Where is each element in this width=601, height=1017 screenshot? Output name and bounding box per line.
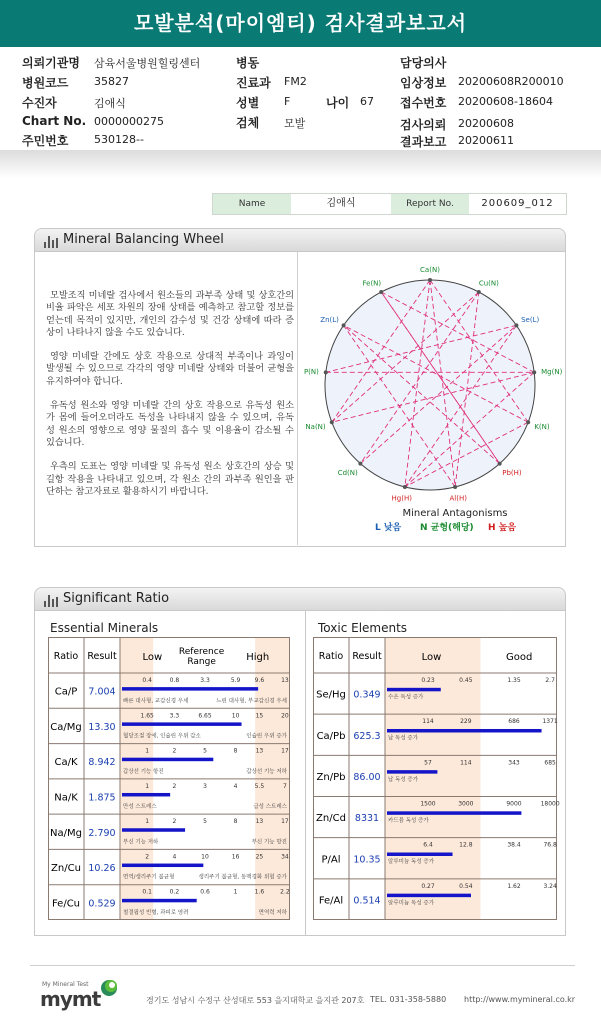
wheel-node-label: Se(L) xyxy=(521,316,540,325)
result-bar xyxy=(387,729,542,733)
wheel-node-label: Pb(H) xyxy=(502,468,522,477)
tick-label: 5 xyxy=(203,818,207,826)
tick-label: 0.8 xyxy=(169,677,180,684)
label-department: 진료과 xyxy=(236,76,271,90)
report-no-value: 200609_012 xyxy=(481,198,554,209)
tick-label: 18000 xyxy=(540,800,560,808)
mbw-heading: Mineral Balancing Wheel xyxy=(63,232,224,247)
reference-header: Reference xyxy=(178,647,225,657)
tick-label: 0.45 xyxy=(459,677,473,684)
wheel-node-label: Zn(L) xyxy=(320,316,339,325)
label-institution: 의뢰기관명 xyxy=(22,56,80,70)
tick-label: 34 xyxy=(281,853,289,861)
wheel-node-dot xyxy=(498,462,502,466)
wheel-node-dot xyxy=(532,370,536,374)
tick-label: 13 xyxy=(281,677,289,684)
ratio-cell: Fe/Cu xyxy=(51,898,81,910)
high-note: 느린 대사형, 부교감신경 우세 xyxy=(216,698,287,705)
low-note: 철결핍성 빈혈, 과피로 염려 xyxy=(123,910,189,916)
tick-label: 4 xyxy=(172,853,177,861)
value-clinical-info: 20200608R200010 xyxy=(458,75,564,88)
tick-label: 38.4 xyxy=(507,841,521,849)
result-bar xyxy=(122,899,197,903)
label-examinee: 수진자 xyxy=(22,96,57,110)
logo-mark-icon xyxy=(100,979,118,997)
high-note: 생리주기 불균형, 동맥경화 위험 증가 xyxy=(198,874,287,881)
result-bar xyxy=(387,852,453,856)
sr-section-header xyxy=(34,587,566,611)
value-sex: F xyxy=(284,95,291,108)
tick-label: 13 xyxy=(255,818,264,826)
low-header: Low xyxy=(421,652,442,663)
wheel-node-label: Na(N) xyxy=(305,423,326,432)
wheel-node-dot xyxy=(324,370,328,374)
wheel-node-label: Mg(N) xyxy=(541,368,563,377)
tick-label: 5.5 xyxy=(254,782,265,790)
result-bar xyxy=(387,811,521,815)
footer-tel: TEL. 031-358-5880 xyxy=(370,995,447,1004)
high-note: 부신 기능 항진 xyxy=(251,839,287,846)
result-cell: 625.3 xyxy=(353,730,381,742)
result-cell: 86.00 xyxy=(353,771,381,783)
tick-label: 0.23 xyxy=(421,677,435,684)
tick-label: 16 xyxy=(231,853,240,861)
result-header: Result xyxy=(352,651,382,662)
tick-label: 6.65 xyxy=(198,712,212,720)
value-department: FM2 xyxy=(284,75,307,88)
tick-label: 5 xyxy=(203,747,207,755)
high-note: 인슐린 우위 증가 xyxy=(246,733,287,740)
tick-label: 1.35 xyxy=(507,677,521,684)
tick-label: 7 xyxy=(282,782,287,790)
wheel-circle xyxy=(325,280,535,490)
label-sex: 성별 xyxy=(236,96,260,110)
result-bar xyxy=(122,864,203,868)
result-bar xyxy=(122,722,242,726)
tick-label: 3.3 xyxy=(169,712,180,720)
wheel-node-dot xyxy=(526,420,530,424)
ratio-header: Ratio xyxy=(318,651,344,662)
tick-label: 9000 xyxy=(506,800,522,808)
tick-label: 15 xyxy=(255,712,264,720)
mymt-logo: mymt xyxy=(40,987,101,1011)
footer-url[interactable]: http://www.mymineral.co.kr xyxy=(464,995,576,1004)
wheel-caption: Mineral Antagonisms xyxy=(402,508,508,519)
result-cell: 1.875 xyxy=(88,792,116,804)
tick-label: 343 xyxy=(508,759,520,767)
tick-label: 9.6 xyxy=(254,677,265,684)
value-examinee: 김애식 xyxy=(94,97,126,110)
wheel-node-dot xyxy=(403,485,407,489)
tick-label: 2.2 xyxy=(280,888,290,896)
wheel-node-label: Cd(N) xyxy=(337,468,358,477)
low-note: 납 독성 증가 xyxy=(388,735,419,742)
ratio-cell: Ca/K xyxy=(54,757,78,769)
value-report-date: 20200611 xyxy=(458,134,514,147)
tick-label: 0.4 xyxy=(142,677,152,684)
low-note: 빠른 대사형, 교감신경 우세 xyxy=(123,698,189,705)
value-institution: 삼육서울병원힐링센터 xyxy=(94,57,201,70)
mineral-wheel xyxy=(300,254,564,544)
tick-label: 3.24 xyxy=(543,882,557,890)
low-note: 부신 기능 저하 xyxy=(123,839,159,846)
low-note: 갑상선 기능 항진 xyxy=(123,768,164,775)
value-age: 67 xyxy=(360,95,374,108)
ratio-cell: Zn/Cd xyxy=(316,813,346,825)
legend-low: L 낮음 xyxy=(375,523,402,533)
result-bar xyxy=(387,894,471,898)
bar-chart-icon xyxy=(44,236,58,248)
wheel-node-label: Fe(N) xyxy=(362,279,382,288)
mbw-section-header xyxy=(34,228,566,252)
label-request-date: 검사의뢰 xyxy=(400,118,447,132)
wheel-node-dot xyxy=(330,420,334,424)
label-clinical-info: 임상정보 xyxy=(400,76,447,90)
tick-label: 1 xyxy=(145,782,150,790)
tick-label: 57 xyxy=(424,759,432,767)
logo-tagline: My Mineral Test xyxy=(42,981,89,988)
tick-label: 1.62 xyxy=(507,882,521,890)
value-hospital-code: 35827 xyxy=(94,75,129,88)
wheel-node-dot xyxy=(358,462,362,466)
result-bar xyxy=(387,770,437,774)
result-cell: 0.349 xyxy=(353,689,381,701)
tick-label: 1500 xyxy=(420,800,436,808)
tick-label: 686 xyxy=(508,718,520,726)
wheel-node-dot xyxy=(477,290,481,294)
tick-label: 1 xyxy=(145,818,150,826)
good-header: Good xyxy=(505,652,533,663)
value-resident-no: 530128-- xyxy=(94,133,144,146)
label-chart-no: Chart No. xyxy=(22,114,87,128)
tick-label: 0.6 xyxy=(200,888,210,896)
result-cell: 0.514 xyxy=(353,895,381,907)
low-note: 카드뮴 독성 증가 xyxy=(388,818,429,825)
low-note: 만성 스트레스 xyxy=(123,804,157,811)
ratio-cell: Fe/Al xyxy=(318,895,344,907)
high-note: 면역력 저하 xyxy=(258,910,287,916)
legend-normal: N 균형(해당) xyxy=(420,523,474,533)
mbw-paragraph: 모발조직 미네랄 검사에서 원소들의 과부족 상태 및 상호간의 비율 파악은 세포 차원의 장애 상태를 예측하고 참고할 정보를 얻는데 목적이 있지만, 개인의 감수성 및 건강 상태에 따라 증상이 나타나지 않을 수도 있습니다. xyxy=(46,290,294,338)
tick-label: 25 xyxy=(255,853,264,861)
label-doctor: 담당의사 xyxy=(400,56,447,70)
tick-label: 17 xyxy=(281,818,289,826)
result-bar xyxy=(122,793,170,797)
result-cell: 8.942 xyxy=(88,757,116,769)
tick-label: 0.2 xyxy=(169,888,180,896)
tick-label: 0.27 xyxy=(421,882,435,890)
tick-label: 10 xyxy=(231,712,240,720)
value-specimen: 모발 xyxy=(284,117,306,130)
label-resident-no: 주민번호 xyxy=(22,134,69,148)
result-cell: 7.004 xyxy=(88,686,116,698)
footer-address: 경기도 성남시 수정구 산성대로 553 을지대학교 을지관 207호 xyxy=(146,996,365,1005)
tick-label: 1371 xyxy=(542,718,558,726)
tick-label: 76.8 xyxy=(543,841,557,849)
bar-chart-icon xyxy=(44,595,58,607)
result-cell: 10.35 xyxy=(353,854,381,866)
tick-label: 20 xyxy=(281,712,289,720)
label-report-date: 결과보고 xyxy=(400,135,447,149)
ratio-cell: Se/Hg xyxy=(316,689,346,701)
value-receipt-no: 20200608-18604 xyxy=(458,95,553,108)
tick-label: 114 xyxy=(460,759,472,767)
tick-label: 8 xyxy=(233,747,238,755)
tick-label: 3000 xyxy=(458,800,474,808)
legend-high: H 높음 xyxy=(488,523,517,533)
value-request-date: 20200608 xyxy=(458,117,514,130)
wheel-node-label: Al(H) xyxy=(449,494,467,503)
tick-label: 0.1 xyxy=(142,888,152,896)
low-note: 납 독성 증가 xyxy=(388,776,419,783)
tick-label: 1.65 xyxy=(140,712,154,720)
low-note: 알루미늄 독성 증가 xyxy=(388,900,435,907)
footer-divider xyxy=(30,965,575,966)
mbw-paragraph: 영양 미네랄 간에도 상호 작용으로 상대적 부족이나 과잉이 발생될 수 있으므로 각각의 영양 미네랄 상태와 더불어 균형을 유지하여야 합니다. xyxy=(46,351,294,387)
name-value: 김애식 xyxy=(326,198,356,209)
tick-label: 0.54 xyxy=(459,882,473,890)
tick-label: 6.4 xyxy=(423,841,433,849)
low-note: 면역/생리주기 불균형 xyxy=(123,874,175,881)
result-bar xyxy=(122,758,213,762)
tick-label: 1 xyxy=(233,888,238,896)
result-header: Result xyxy=(87,651,117,662)
patient-info xyxy=(22,54,597,152)
tick-label: 3.3 xyxy=(200,677,210,684)
wheel-node-label: P(N) xyxy=(303,368,319,377)
label-ward: 병동 xyxy=(236,56,260,70)
high-note: 갑상선 기능 저하 xyxy=(246,768,287,775)
wheel-node-label: Hg(H) xyxy=(391,494,412,503)
ratio-cell: Ca/Pb xyxy=(316,730,346,742)
header-divider xyxy=(0,150,601,178)
ratio-cell: Na/K xyxy=(54,792,78,804)
footer xyxy=(0,975,601,1015)
wheel-node-label: Cu(N) xyxy=(478,279,499,288)
tick-label: 4 xyxy=(233,782,238,790)
high-header: High xyxy=(246,652,270,663)
reference-header: Range xyxy=(187,657,216,667)
label-specimen: 검체 xyxy=(236,116,260,130)
essential-title: Essential Minerals xyxy=(50,621,159,635)
mbw-paragraph: 우측의 도표는 영양 미네랄 및 유독성 원소 상호간의 상승 및 길항 작용을 나타내고 있으며, 각 원소 간의 과부족 원인을 판단하는 참고자료로 활용하시기 바랍니다. xyxy=(46,461,294,497)
tick-label: 17 xyxy=(281,747,289,755)
mbw-paragraph: 유독성 원소와 영양 미네랄 간의 상호 작용으로 유독성 원소가 몸에 들어오더라도 독성을 나타내지 않을 수 있으며, 유독성 원소의 영향으로 영양 물질의 흡수 및 이용율이 감소될 수 있습니다. xyxy=(46,400,294,448)
tick-label: 1.6 xyxy=(254,888,265,896)
result-cell: 8331 xyxy=(354,813,380,825)
wheel-node-dot xyxy=(514,323,518,327)
essential-minerals-table xyxy=(48,637,290,920)
toxic-title: Toxic Elements xyxy=(318,621,408,635)
label-receipt-no: 접수번호 xyxy=(400,96,447,110)
toxic-elements-table xyxy=(313,637,560,920)
tick-label: 2 xyxy=(172,747,177,755)
low-note: 알루미늄 독성 증가 xyxy=(388,859,435,866)
high-note: 급성 스트레스 xyxy=(253,804,287,811)
wheel-node-dot xyxy=(428,278,432,282)
result-cell: 0.529 xyxy=(88,898,116,910)
report-no-label: Report No. xyxy=(391,194,469,214)
tick-label: 8 xyxy=(233,818,238,826)
ratio-cell: P/Al xyxy=(321,854,341,866)
tick-label: 114 xyxy=(422,718,434,726)
name-label: Name xyxy=(213,194,291,214)
value-chart-no: 0000000275 xyxy=(94,115,164,128)
sr-divider xyxy=(305,611,306,936)
result-cell: 10.26 xyxy=(88,863,116,875)
tick-label: 2 xyxy=(172,782,177,790)
ratio-cell: Zn/Cu xyxy=(51,863,81,875)
tick-label: 3 xyxy=(203,782,207,790)
ratio-cell: Na/Mg xyxy=(50,827,82,839)
tick-label: 12.8 xyxy=(459,841,473,849)
ratio-header: Ratio xyxy=(53,651,79,662)
tick-label: 685 xyxy=(544,759,556,767)
tick-label: 2 xyxy=(145,853,150,861)
tick-label: 1 xyxy=(145,747,150,755)
result-cell: 13.30 xyxy=(88,721,116,733)
wheel-node-dot xyxy=(342,323,346,327)
ratio-cell: Zn/Pb xyxy=(316,771,346,783)
low-header: Low xyxy=(142,652,163,663)
low-note: 혈당조절 장애, 인슐린 우위 감소 xyxy=(123,733,201,740)
result-bar xyxy=(122,687,258,691)
tick-label: 10 xyxy=(201,853,209,861)
result-bar xyxy=(387,688,441,692)
ratio-cell: Ca/Mg xyxy=(50,721,82,733)
result-bar xyxy=(122,828,185,832)
result-cell: 2.790 xyxy=(88,827,116,839)
low-note: 수은 독성 증가 xyxy=(388,694,424,701)
tick-label: 229 xyxy=(460,718,472,726)
tick-label: 2.7 xyxy=(545,677,555,684)
label-age: 나이 xyxy=(326,96,350,110)
wheel-node-label: K(N) xyxy=(534,423,550,432)
ratio-cell: Ca/P xyxy=(54,686,78,698)
tick-label: 5.9 xyxy=(230,677,241,684)
label-hospital-code: 병원코드 xyxy=(22,76,69,90)
report-title: 모발분석(마이엠티) 검사결과보고서 xyxy=(0,0,601,47)
name-report-bar xyxy=(212,193,567,215)
wheel-node-dot xyxy=(453,485,457,489)
wheel-node-label: Ca(N) xyxy=(420,266,440,274)
tick-label: 2 xyxy=(172,818,177,826)
mbw-description xyxy=(46,290,294,510)
tick-label: 13 xyxy=(255,747,264,755)
wheel-node-dot xyxy=(379,290,383,294)
sr-heading: Significant Ratio xyxy=(63,591,170,606)
